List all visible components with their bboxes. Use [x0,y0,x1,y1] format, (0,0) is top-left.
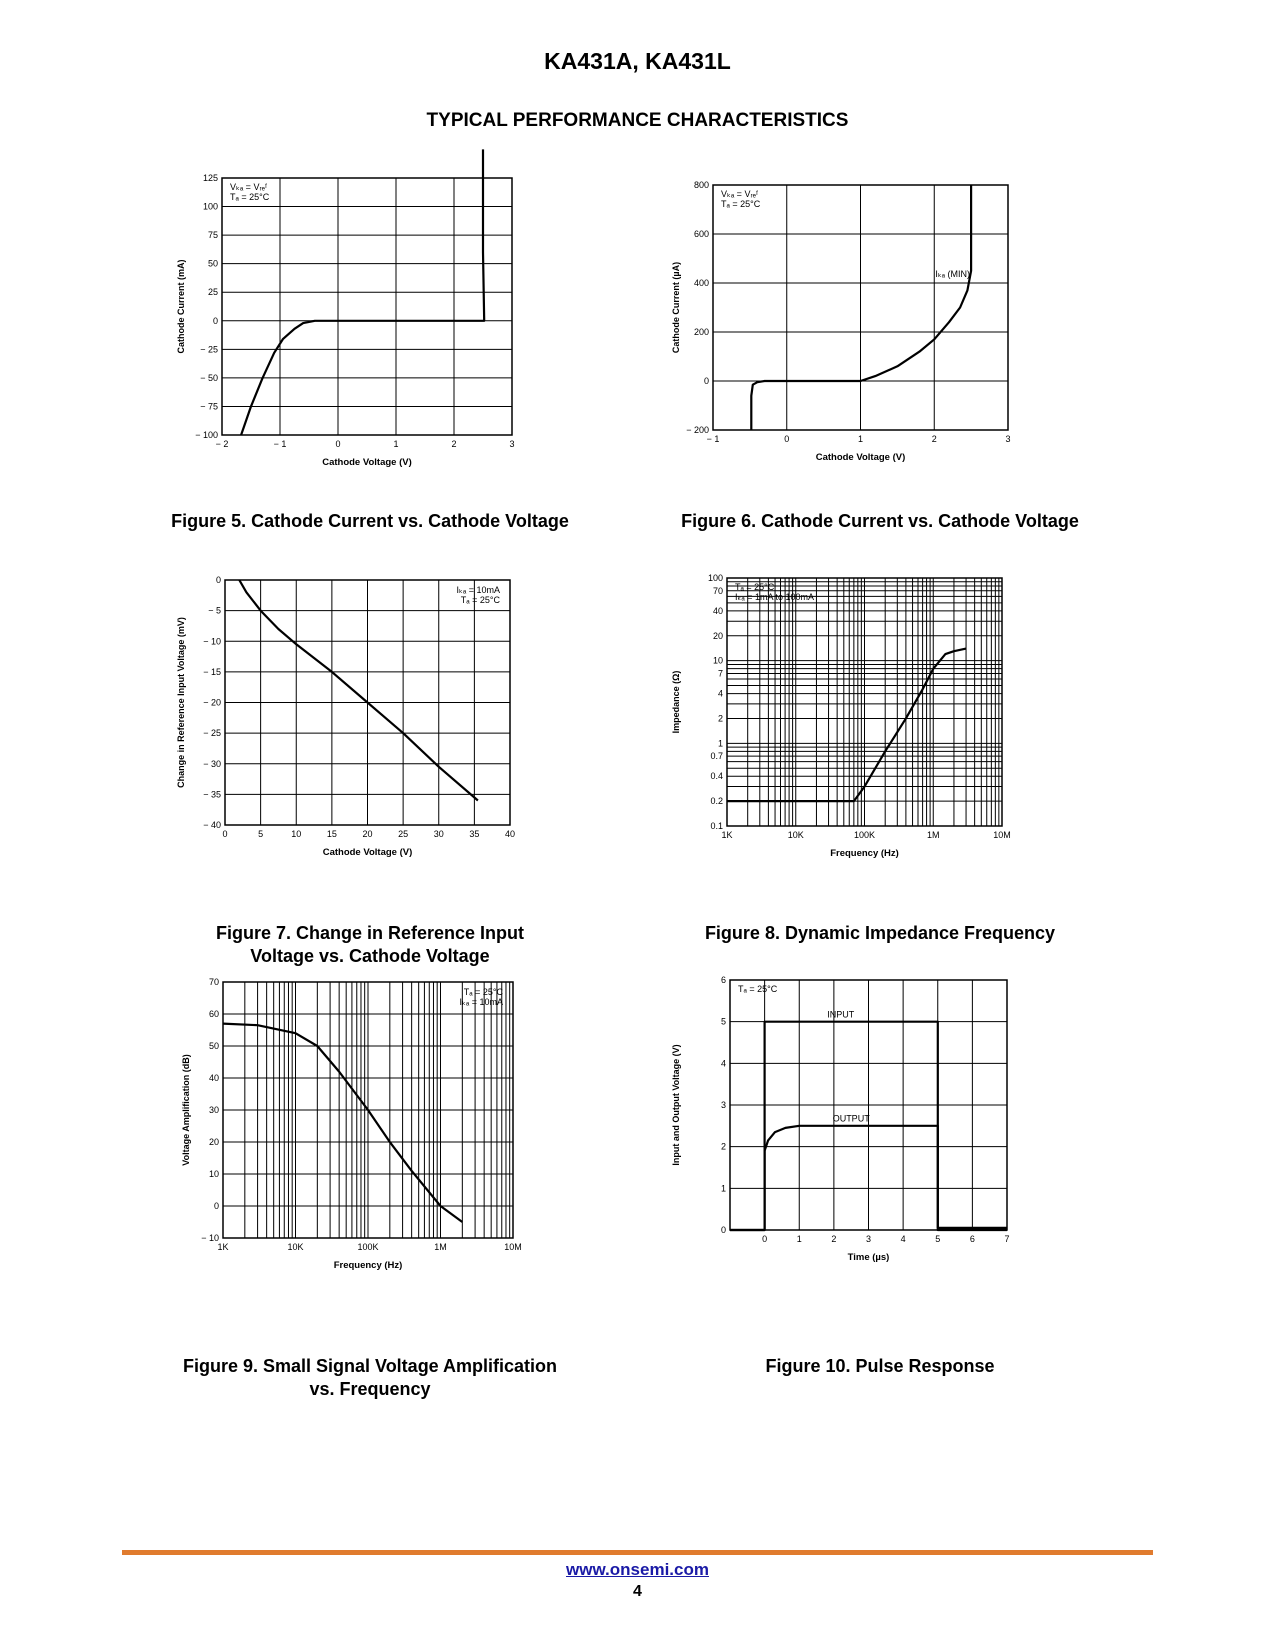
series-line [223,1024,462,1222]
y-tick-label: 5 [720,1016,726,1027]
x-tick-label: 2 [931,434,937,444]
fig9-caption-line-1: Figure 9. Small Signal Voltage Amplification [182,1356,558,1376]
x-tick-label: 2 [831,1234,837,1244]
x-tick-label: 3 [509,439,515,449]
y-tick-label: 400 [693,278,709,288]
series-label-input: INPUT [827,1009,855,1020]
x-tick-label: 10K [287,1242,304,1252]
fig10-chart [665,970,1035,1280]
y-tick-label: 0.1 [710,821,723,831]
x-axis-label: Cathode Voltage (V) [322,847,413,858]
y-tick-label: 3 [720,1100,726,1110]
fig8-chart [665,570,1035,870]
annotation-text: Iₖₐ = 1mA to 100mA [735,592,814,602]
x-tick-label: 3 [865,1234,872,1244]
y-tick-label: − 10 [201,1233,219,1243]
x-tick-label: 25 [398,829,409,839]
y-tick-label: 60 [208,1009,219,1019]
x-tick-label: 1K [217,1242,229,1252]
footer-divider [122,1550,1153,1555]
fig6-caption [640,510,1120,533]
fig7-caption-line-1: Figure 7. Change in Reference Input [215,923,525,943]
x-tick-label: 30 [433,829,444,839]
x-axis-label: Cathode Voltage (V) [815,452,906,463]
annotation-text: Vₖₐ = Vᵣₑᶠ [721,189,759,199]
y-tick-label: 4 [720,1058,726,1069]
y-tick-label: 0 [703,376,709,386]
x-tick-label: 7 [1004,1234,1010,1244]
x-tick-label: 0 [335,439,341,449]
fig10-caption [660,1355,1100,1378]
plot-frame [222,178,512,435]
y-tick-label: 7 [717,668,723,679]
y-tick-label: 10 [208,1169,219,1179]
x-tick-label: 100K [357,1242,379,1252]
y-axis-label: Impedance (Ω) [671,670,681,734]
y-tick-label: 1 [717,738,723,749]
y-tick-label: − 40 [203,820,221,830]
y-tick-label: 2 [720,1141,726,1152]
x-tick-label: 40 [504,829,516,839]
y-tick-label: 800 [693,180,709,190]
annotation-text: Iₖₐ = 10mA [456,585,500,595]
x-tick-label: 1 [796,1234,802,1244]
y-tick-label: − 20 [203,697,221,708]
fig9-caption [130,1355,610,1401]
y-tick-label: − 15 [203,666,221,677]
x-tick-label: 1M [434,1242,447,1252]
y-tick-label: 40 [712,605,723,616]
y-tick-label: 50 [208,1041,219,1051]
footer-website-link[interactable]: www.onsemi.com [566,1560,709,1579]
y-tick-label: 25 [207,287,218,298]
x-tick-label: 1K [721,830,733,840]
x-tick-label: 1M [926,830,940,840]
x-tick-label: 2 [451,439,457,449]
annotation-text: Vₖₐ = Vᵣₑᶠ [230,182,268,192]
x-tick-label: 0 [762,1234,768,1244]
x-tick-label: 10M [993,830,1011,840]
y-tick-label: 0 [213,1201,219,1211]
section-title: TYPICAL PERFORMANCE CHARACTERISTICS [426,110,849,131]
y-tick-label: − 50 [200,372,218,383]
fig8-caption [660,922,1100,945]
y-tick-label: 600 [693,229,709,239]
x-tick-label: 5 [935,1234,941,1244]
x-axis-label: Frequency (Hz) [333,1260,403,1271]
annotation-text: Tₐ = 25°C [463,987,503,997]
x-tick-label: 15 [326,829,337,839]
fig7-chart [170,570,530,870]
y-tick-label: 125 [202,173,218,183]
y-tick-label: 100 [202,201,218,212]
y-tick-label: 0 [212,315,218,326]
x-tick-label: 3 [1005,434,1011,444]
annotation-text: Iₖₐ (MIN) [935,269,970,279]
annotation-text: Tₐ = 25°C [230,192,270,202]
series-line [751,185,971,430]
y-axis-label: Cathode Current (µA) [671,261,681,354]
y-tick-label: − 25 [203,728,221,739]
y-tick-label: 10 [712,655,723,666]
x-tick-label: 10 [291,829,302,839]
series-line [239,580,478,801]
annotation-text: Tₐ = 25°C [721,199,761,209]
page-number: 4 [633,1583,642,1600]
x-tick-label: 0 [222,829,228,839]
y-tick-label: − 25 [200,344,218,355]
x-tick-label: 0 [784,434,790,444]
y-axis-label: Input and Output Voltage (V) [671,1044,681,1166]
x-axis-label: Frequency (Hz) [830,848,899,859]
fig6-chart [665,170,1035,470]
y-tick-label: 0.7 [710,751,723,762]
y-tick-label: 70 [712,585,723,596]
x-axis-label: Cathode Voltage (V) [322,457,412,468]
y-tick-label: − 35 [203,789,221,800]
x-tick-label: 4 [900,1234,906,1244]
y-tick-label: − 5 [208,605,221,616]
x-tick-label: 20 [362,829,373,839]
y-tick-label: 40 [208,1073,219,1083]
y-tick-label: 200 [693,327,709,337]
y-tick-label: 70 [208,977,219,987]
y-tick-label: 20 [208,1137,219,1147]
y-tick-label: − 100 [195,430,218,440]
x-tick-label: 6 [969,1234,975,1244]
annotation-text: Iₖₐ = 10mA [459,997,503,1007]
y-tick-label: − 200 [686,425,709,435]
y-axis-label: Change in Reference Input Voltage (mV) [176,617,186,788]
fig5-caption-line: Figure 5. Cathode Current vs. Cathode Voltage [171,511,569,531]
document-title: KA431A, KA431L [544,48,731,74]
y-tick-label: 0 [720,1225,726,1235]
y-tick-label: 20 [712,630,723,641]
x-axis-label: Time (µs) [847,1252,890,1263]
y-tick-label: 0.4 [710,771,723,782]
x-tick-label: 5 [258,829,264,839]
fig9-chart [175,970,535,1280]
x-tick-label: 1 [393,439,399,449]
fig9-caption-line-2: vs. Frequency [309,1379,431,1399]
x-tick-label: 10M [504,1242,522,1252]
series-label-output: OUTPUT [832,1113,870,1124]
x-tick-label: − 1 [706,434,720,444]
y-axis-label: Voltage Amplification (dB) [181,1054,191,1166]
annotation-text: Tₐ = 25°C [460,595,500,605]
y-tick-label: 30 [208,1105,219,1115]
fig10-caption-line: Figure 10. Pulse Response [765,1356,995,1376]
x-tick-label: − 1 [273,439,287,449]
annotation-text: Tₐ = 25°C [735,582,775,592]
x-tick-label: 1 [857,434,864,444]
y-tick-label: 1 [720,1183,726,1194]
x-tick-label: 100K [853,830,876,840]
y-tick-label: − 30 [203,758,221,769]
y-tick-label: 0 [215,575,221,585]
fig5-chart [170,170,530,475]
y-tick-label: 2 [717,713,723,724]
x-tick-label: − 2 [215,439,229,449]
annotation-text: Tₐ = 25°C [738,984,778,994]
fig7-caption-line-2: Voltage vs. Cathode Voltage [250,946,490,966]
y-tick-label: 75 [207,230,218,241]
y-tick-label: − 75 [200,401,218,412]
y-axis-label: Cathode Current (mA) [176,259,186,354]
y-tick-label: − 10 [203,636,221,647]
y-tick-label: 100 [707,573,723,583]
fig6-caption-line: Figure 6. Cathode Current vs. Cathode Voltage [681,511,1079,531]
y-tick-label: 4 [717,688,723,699]
x-tick-label: 35 [469,829,480,839]
y-tick-label: 0.2 [710,796,723,807]
fig7-caption [150,922,590,968]
fig5-caption [130,510,610,533]
y-tick-label: 6 [720,975,726,985]
x-tick-label: 10K [787,830,804,840]
y-tick-label: 50 [207,258,218,269]
fig8-caption-line: Figure 8. Dynamic Impedance Frequency [704,923,1056,943]
